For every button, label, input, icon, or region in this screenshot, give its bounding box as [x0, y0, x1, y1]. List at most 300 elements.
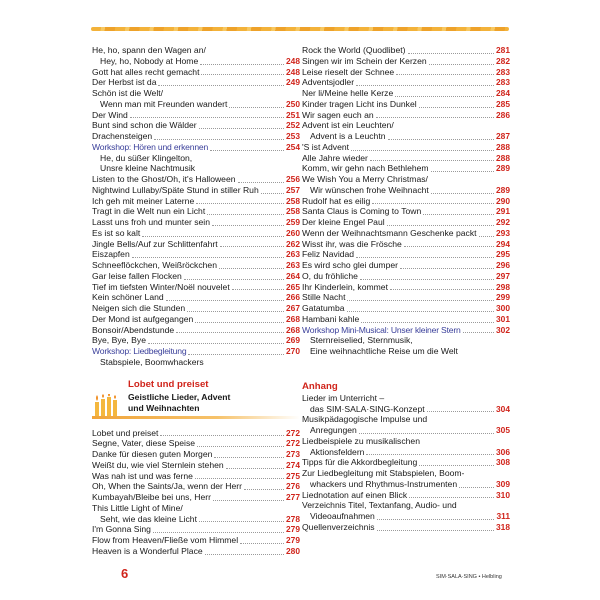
entry-title: Schneeflöckchen, Weißröckchen	[92, 260, 217, 270]
toc-entry[interactable]	[92, 217, 300, 228]
dot-leader	[356, 85, 494, 86]
dot-leader	[423, 214, 494, 215]
entry-title: Ihr Kinderlein, kommet	[302, 281, 388, 292]
dot-leader	[184, 279, 284, 280]
entry-page-number: 292	[496, 217, 510, 227]
entry-title: Workshop: Liedbegleitung	[92, 346, 187, 356]
entry-page-number: 298	[496, 281, 510, 292]
entry-title: Lasst uns froh und munter sein	[92, 217, 210, 227]
dot-leader	[408, 53, 495, 54]
entry-page-number: 285	[496, 98, 510, 109]
dot-leader	[370, 160, 494, 161]
entry-page-number: 276	[286, 481, 300, 492]
dot-leader	[176, 332, 284, 333]
dot-leader	[244, 489, 284, 490]
toc-list-right	[302, 45, 510, 357]
dot-leader	[463, 332, 494, 333]
entry-title: das SIM·SALA·SING-Konzept	[310, 403, 425, 414]
entry-title-line: Musikpädagogische Impulse und	[302, 414, 428, 425]
entry-page-number: 258	[286, 206, 300, 217]
toc-entry[interactable]	[92, 110, 300, 121]
toc-entry[interactable]	[92, 228, 300, 239]
dot-leader	[207, 214, 284, 215]
entry-title-line: Eine weihnachtliche Reise um die Welt	[310, 346, 458, 356]
entry-title: Tragt in die Welt nun ein Licht	[92, 206, 206, 217]
toc-entry[interactable]	[92, 271, 300, 282]
dot-leader	[400, 268, 494, 269]
dot-leader	[195, 478, 284, 479]
entry-page-number: 273	[286, 449, 300, 459]
entry-title: Seht, wie das kleine Licht	[100, 513, 197, 524]
entry-page-number: 269	[286, 335, 300, 346]
dot-leader	[197, 446, 284, 447]
toc-entry[interactable]	[302, 490, 510, 501]
entry-page-number: 305	[496, 425, 510, 435]
entry-page-number: 283	[496, 66, 510, 77]
toc-entry[interactable]	[302, 206, 510, 217]
dot-leader	[360, 279, 494, 280]
toc-entry[interactable]	[302, 457, 510, 468]
entry-title: Workshop Mini-Musical: Unser kleiner Stern	[302, 324, 461, 335]
entry-title-line: This Little Light of Mine/	[92, 502, 183, 513]
toc-entry[interactable]	[302, 260, 510, 271]
toc-entry[interactable]	[302, 271, 510, 282]
dot-leader	[188, 354, 284, 355]
toc-entry[interactable]	[92, 120, 300, 131]
section-title: Lobet und preiset	[128, 378, 209, 390]
entry-page-number: 309	[496, 478, 510, 489]
toc-entry[interactable]	[92, 88, 300, 110]
page-number: 6	[121, 566, 129, 581]
toc-entry[interactable]	[302, 292, 510, 303]
toc-entry[interactable]	[302, 120, 510, 142]
toc-entry[interactable]	[92, 546, 300, 557]
entry-title: Gott hat alles recht gemacht	[92, 66, 200, 77]
entry-page-number: 283	[496, 77, 510, 88]
toc-entry[interactable]	[302, 468, 510, 490]
entry-title: Ich geh mit meiner Laterne	[92, 195, 195, 206]
toc-entry[interactable]	[92, 428, 300, 439]
entry-page-number: 265	[286, 281, 300, 292]
entry-title: 'S ist Advent	[302, 141, 350, 152]
entry-page-number: 252	[286, 120, 300, 131]
toc-entry[interactable]	[302, 163, 510, 174]
toc-entry[interactable]	[92, 206, 300, 217]
dot-leader	[479, 236, 494, 237]
entry-page-number: 272	[286, 427, 300, 438]
dot-leader	[199, 521, 284, 522]
dot-leader	[210, 150, 284, 151]
dot-leader	[219, 268, 284, 269]
dot-leader	[388, 139, 495, 140]
toc-list-appendix	[302, 393, 510, 533]
entry-page-number: 251	[286, 109, 300, 120]
section-header-lobet	[92, 380, 300, 428]
entry-page-number: 258	[286, 195, 300, 206]
entry-title: Eiszapfen	[92, 249, 130, 260]
section-subtitle-line-2: und Weihnachten	[128, 402, 200, 413]
entry-title: Kinder tragen Licht ins Dunkel	[302, 98, 417, 109]
toc-note	[92, 153, 300, 175]
entry-page-number: 249	[286, 77, 300, 88]
entry-page-number: 267	[286, 303, 300, 313]
toc-entry[interactable]	[302, 239, 510, 250]
dot-leader	[459, 487, 494, 488]
entry-page-number: 274	[286, 459, 300, 470]
entry-title: Jingle Bells/Auf zur Schlittenfahrt	[92, 238, 218, 249]
dot-leader	[232, 289, 284, 290]
toc-note	[302, 335, 510, 357]
dot-leader	[419, 107, 494, 108]
toc-list-lobet	[92, 428, 300, 557]
entry-title: O, du fröhliche	[302, 270, 358, 281]
toc-entry[interactable]	[302, 303, 510, 314]
entry-page-number: 277	[286, 492, 300, 502]
entry-page-number: 263	[286, 260, 300, 270]
entry-title-line: Lieder im Unterricht –	[302, 392, 385, 403]
toc-entry[interactable]	[92, 314, 300, 325]
toc-entry[interactable]	[92, 249, 300, 260]
toc-entry[interactable]	[302, 414, 510, 436]
entry-page-number: 279	[286, 524, 300, 535]
toc-entry[interactable]	[92, 260, 300, 271]
dot-leader	[154, 139, 284, 140]
entry-page-number: 279	[286, 535, 300, 545]
entry-title: Bunt sind schon die Wälder	[92, 120, 197, 131]
dot-leader	[200, 64, 284, 65]
entry-page-number: 253	[286, 131, 300, 141]
entry-page-number: 264	[286, 270, 300, 281]
entry-title: Ner li/Meine helle Kerze	[302, 88, 394, 98]
dot-leader	[351, 150, 494, 151]
dot-leader	[199, 128, 284, 129]
toc-entry[interactable]	[302, 153, 510, 164]
dot-leader	[261, 193, 284, 194]
entry-page-number: 256	[286, 174, 300, 184]
entry-title: Drachensteigen	[92, 131, 153, 141]
dot-leader	[359, 433, 494, 434]
toc-entry[interactable]	[92, 303, 300, 314]
top-decorative-rule	[91, 27, 509, 31]
dot-leader	[166, 300, 284, 301]
entry-page-number: 266	[286, 292, 300, 303]
entry-page-number: 293	[496, 227, 510, 238]
dot-leader	[142, 236, 284, 237]
entry-page-number: 248	[286, 66, 300, 77]
dot-leader	[427, 411, 494, 412]
entry-title-line: Advent ist ein Leuchten/	[302, 120, 394, 131]
entry-title: Advent is a Leuchtn	[310, 131, 386, 141]
entry-title: Alle Jahre wieder	[302, 152, 368, 163]
toc-entry[interactable]	[92, 196, 300, 207]
entry-title: I'm Gonna Sing	[92, 524, 151, 535]
dot-leader	[376, 117, 494, 118]
dot-leader	[377, 519, 495, 520]
entry-page-number: 281	[496, 45, 510, 55]
dot-leader	[240, 543, 284, 544]
dot-leader	[160, 435, 284, 436]
entry-title-line: Sternreiselied, Sternmusik,	[310, 335, 413, 346]
entry-title: Rock the World (Quodlibet)	[302, 45, 406, 55]
toc-entry[interactable]	[302, 56, 510, 67]
toc-note	[92, 357, 300, 368]
toc-entry[interactable]	[92, 325, 300, 336]
toc-entry[interactable]	[92, 460, 300, 471]
entry-page-number: 288	[496, 152, 510, 163]
toc-entry[interactable]	[92, 67, 300, 78]
entry-page-number: 250	[286, 98, 300, 109]
entry-title: Videoaufnahmen	[310, 511, 375, 521]
entry-page-number: 296	[496, 260, 510, 270]
entry-page-number: 300	[496, 303, 510, 313]
dot-leader	[395, 96, 494, 97]
section-rule	[92, 416, 300, 419]
dot-leader	[201, 74, 284, 75]
toc-entry[interactable]	[302, 196, 510, 207]
entry-page-number: 284	[496, 88, 510, 98]
toc-entry[interactable]	[302, 77, 510, 88]
toc-entry[interactable]	[92, 131, 300, 142]
entry-title-line: He, du süßer Klingelton,	[100, 152, 193, 163]
toc-entry[interactable]	[302, 314, 510, 325]
toc-entry[interactable]	[92, 45, 300, 67]
entry-title: Heaven is a Wonderful Place	[92, 545, 203, 556]
entry-page-number: 301	[496, 313, 510, 324]
toc-entry[interactable]	[302, 67, 510, 78]
entry-page-number: 291	[496, 206, 510, 217]
entry-page-number: 259	[286, 217, 300, 227]
entry-page-number: 254	[286, 141, 300, 152]
entry-page-number: 304	[496, 403, 510, 414]
entry-page-number: 278	[286, 513, 300, 524]
toc-entry[interactable]	[92, 503, 300, 525]
entry-title-line: Liedbeispiele zu musikalischen	[302, 435, 420, 446]
entry-page-number: 289	[496, 163, 510, 174]
entry-page-number: 294	[496, 238, 510, 249]
dot-leader	[195, 322, 284, 323]
dot-leader	[431, 171, 494, 172]
toc-entry[interactable]	[302, 282, 510, 293]
toc-entry[interactable]	[92, 524, 300, 535]
toc-entry[interactable]	[92, 492, 300, 503]
appendix-title: Anhang	[302, 380, 338, 392]
entry-page-number: 263	[286, 249, 300, 260]
entry-page-number: 262	[286, 238, 300, 249]
entry-title: Gatatumba	[302, 303, 345, 313]
entry-title: Leise rieselt der Schnee	[302, 66, 395, 77]
toc-entry[interactable]	[302, 393, 510, 415]
toc-entry[interactable]	[302, 88, 510, 99]
entry-page-number: 282	[496, 55, 510, 66]
dot-leader	[229, 107, 284, 108]
entry-page-number: 295	[496, 249, 510, 260]
dot-leader	[404, 246, 494, 247]
toc-entry[interactable]	[302, 249, 510, 260]
entry-page-number: 257	[286, 184, 300, 195]
entry-title: Tief im tiefsten Winter/Noël nouvelet	[92, 281, 230, 292]
toc-entry[interactable]	[302, 217, 510, 228]
entry-title: Wenn man mit Freunden wandert	[100, 98, 228, 109]
entry-title: Bonsoir/Abendstunde	[92, 324, 175, 335]
entry-page-number: 286	[496, 109, 510, 120]
entry-title: Der Herbst ist da	[92, 77, 157, 88]
toc-right-column	[302, 45, 510, 533]
entry-page-number: 272	[286, 438, 300, 449]
entry-page-number: 310	[496, 489, 510, 500]
entry-title-line: We Wish You a Merry Christmas/	[302, 174, 428, 184]
toc-entry[interactable]	[302, 500, 510, 522]
dot-leader	[214, 457, 284, 458]
dot-leader	[387, 225, 494, 226]
entry-title: Danke für diesen guten Morgen	[92, 449, 213, 459]
dot-leader	[390, 289, 494, 290]
toc-entry[interactable]	[92, 335, 300, 346]
dot-leader	[396, 74, 494, 75]
dot-leader	[196, 203, 284, 204]
dot-leader	[158, 85, 284, 86]
toc-entry[interactable]	[92, 77, 300, 88]
dot-leader	[212, 225, 284, 226]
dot-leader	[361, 322, 494, 323]
toc-entry[interactable]	[302, 45, 510, 56]
entry-title: Weißt du, wie viel Sternlein stehen	[92, 459, 224, 470]
entry-title: Wir wünschen frohe Weihnacht	[310, 184, 429, 195]
entry-title: Listen to the Ghost/Oh, it's Halloween	[92, 174, 236, 184]
entry-title: Kein schöner Land	[92, 292, 164, 303]
entry-title: Was nah ist und was ferne	[92, 470, 193, 481]
entry-page-number: 268	[286, 313, 300, 324]
entry-title: Tipps für die Akkordbegleitung	[302, 457, 418, 468]
entry-title: Stille Nacht	[302, 292, 346, 303]
entry-page-number: 270	[286, 346, 300, 356]
dot-leader	[409, 497, 494, 498]
candles-icon	[94, 394, 122, 416]
entry-title: Aktionsfeldern	[310, 446, 365, 457]
entry-title: Nightwind Lullaby/Späte Stund in stiller Ruh	[92, 184, 259, 195]
entry-title: Wisst ihr, was die Frösche	[302, 238, 402, 249]
toc-entry[interactable]	[302, 522, 510, 533]
toc-entry[interactable]	[92, 174, 300, 185]
toc-entry[interactable]	[302, 142, 510, 153]
entry-title: Adventsjodler	[302, 77, 355, 88]
dot-leader	[132, 257, 284, 258]
dot-leader	[377, 530, 494, 531]
entry-title: Es wird scho glei dumper	[302, 260, 399, 270]
entry-title: Feliz Navidad	[302, 249, 355, 260]
dot-leader	[238, 182, 285, 183]
dot-leader	[366, 454, 494, 455]
entry-title: Wenn der Weihnachtsmann Geschenke packt	[302, 227, 477, 238]
toc-entry[interactable]	[302, 228, 510, 239]
toc-entry[interactable]	[92, 239, 300, 250]
dot-leader	[130, 117, 284, 118]
entry-page-number: 311	[496, 511, 510, 521]
entry-title-line: Unsre kleine Nachtmusik	[100, 163, 196, 174]
entry-title: Komm, wir gehn nach Bethlehem	[302, 163, 429, 174]
dot-leader	[187, 311, 284, 312]
dot-leader	[205, 554, 284, 555]
entry-page-number: 275	[286, 470, 300, 481]
entry-page-number: 290	[496, 195, 510, 206]
entry-title: Singen wir im Schein der Kerzen	[302, 55, 427, 66]
toc-workshop-entry[interactable]	[92, 142, 300, 153]
entry-page-number: 288	[496, 141, 510, 152]
dot-leader	[429, 64, 494, 65]
toc-entry[interactable]	[92, 481, 300, 492]
dot-leader	[356, 257, 494, 258]
entry-title: Neigen sich die Stunden	[92, 303, 186, 313]
toc-entry[interactable]	[92, 449, 300, 460]
entry-page-number: 308	[496, 457, 510, 468]
entry-title: Quellenverzeichnis	[302, 521, 375, 532]
dot-leader	[419, 465, 494, 466]
entry-page-number: 268	[286, 324, 300, 335]
entry-title: Anregungen	[310, 425, 357, 435]
entry-title: Flow from Heaven/Fließe vom Himmel	[92, 535, 239, 545]
entry-title: Santa Claus is Coming to Town	[302, 206, 422, 217]
dot-leader	[347, 311, 495, 312]
dot-leader	[372, 203, 494, 204]
entry-title: Gar leise fallen Flocken	[92, 270, 182, 281]
entry-page-number: 260	[286, 227, 300, 238]
entry-title: Kumbayah/Bleibe bei uns, Herr	[92, 492, 211, 502]
entry-title-line: He, ho, spann den Wagen an/	[92, 45, 206, 55]
entry-title: Hambani kahle	[302, 313, 360, 324]
entry-title: Der Wind	[92, 109, 128, 120]
toc-entry[interactable]	[92, 471, 300, 482]
toc-left-column	[92, 45, 300, 557]
entry-title: Rudolf hat es eilig	[302, 195, 371, 206]
entry-title: Liednotation auf einen Blick	[302, 489, 408, 500]
toc-entry[interactable]	[92, 185, 300, 196]
entry-title: whackers und Rhythmus-Instrumenten	[310, 478, 458, 489]
entry-page-number: 299	[496, 292, 510, 303]
toc-workshop-entry[interactable]	[92, 346, 300, 357]
entry-title: Der Mond ist aufgegangen	[92, 313, 194, 324]
toc-entry[interactable]	[92, 292, 300, 303]
toc-entry[interactable]	[92, 535, 300, 546]
entry-title: Lobet und preiset	[92, 427, 159, 438]
entry-title: Der kleine Engel Paul	[302, 217, 385, 227]
toc-entry[interactable]	[302, 436, 510, 458]
dot-leader	[153, 532, 284, 533]
entry-page-number: 287	[496, 131, 510, 141]
toc-entry[interactable]	[92, 282, 300, 293]
entry-title-line: Verzeichnis Titel, Textanfang, Audio- und	[302, 500, 457, 511]
entry-title-line: Schön ist die Welt/	[92, 88, 164, 98]
footer-brand: SIM·SALA·SING • Helbling	[436, 574, 502, 580]
toc-workshop-entry[interactable]	[302, 325, 510, 336]
entry-page-number: 306	[496, 446, 510, 457]
dot-leader	[347, 300, 494, 301]
toc-entry[interactable]	[302, 99, 510, 110]
toc-entry[interactable]	[92, 438, 300, 449]
entry-title: Workshop: Hören und erkennen	[92, 141, 209, 152]
toc-list-left	[92, 45, 300, 368]
entry-title: Bye, Bye, Bye	[92, 335, 146, 346]
entry-page-number: 297	[496, 270, 510, 281]
entry-page-number: 280	[286, 545, 300, 556]
toc-entry[interactable]	[302, 110, 510, 121]
entry-page-number: 248	[286, 55, 300, 66]
section-subtitle	[128, 392, 230, 414]
dot-leader	[431, 193, 494, 194]
entry-title: Segne, Vater, diese Speise	[92, 438, 196, 449]
dot-leader	[220, 246, 284, 247]
entry-title: Wir sagen euch an	[302, 109, 374, 120]
entry-title: Hey, ho, Nobody at Home	[100, 55, 199, 66]
toc-entry[interactable]	[302, 174, 510, 196]
